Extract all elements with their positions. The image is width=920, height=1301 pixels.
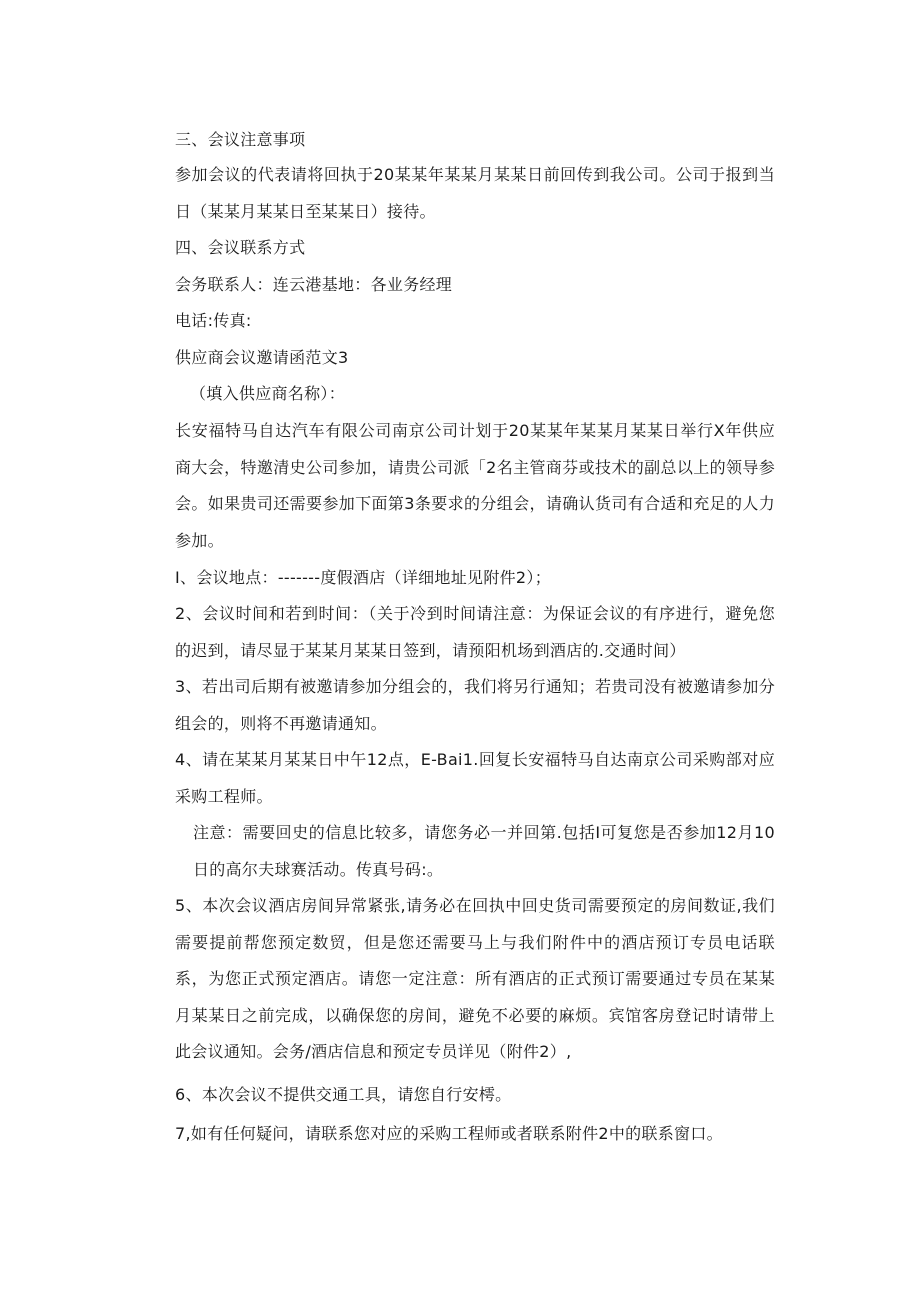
list-item-2: 2、会议时间和若到时间：（关于冷到时间请注意：为保证会议的有序进行，避免您的迟到，请尽显于某某月某某日签到，请预阳机场到酒店的.交通时间）: [175, 604, 775, 660]
list-item-3: 3、若出司后期有被邀请参加分组会的，我们将另行通知；若贵司没有被邀请参加分组会的，则将不再邀请通知。: [175, 677, 775, 733]
list-item-5: 5、本次会议酒店房间异常紧张,请务必在回执中回史货司需要预定的房间数证,我们需要提前帮您预定数贸，但是您还需要马上与我们附件中的酒店预订专员电话联系，为您正式预定酒店。请您一定注意：所有酒店的正式预订需要通过专员在某某月某某日之前完成，以确保您的房间，避免不必要的麻烦。宾馆客房登记时请带上此会议通知。会务/酒店信息和预定专员详见（附件2）,: [175, 896, 775, 1061]
paragraph-invitation: 长安福特马自达汽车有限公司南京公司计划于20某某年某某月某某日举行X年供应商大会，特邀清史公司参加，请贵公司派「2名主管商芬或技术的副总以上的领导参会。如果贵司还需要参加下面第3条要求的分组会，请确认货司有合适和充足的人力参加。: [175, 421, 775, 550]
list-item-4: 4、请在某某月某某日中午12点，E-Bai1.回复长安福特马自达南京公司采购部对应采购工程师。: [175, 750, 775, 806]
paragraph-receipt: 参加会议的代表请将回执于20某某年某某月某某日前回传到我公司。公司于报到当日（某某月某某日至某某日）接待。: [175, 165, 775, 221]
paragraph-salutation: （填入供应商名称）：: [190, 384, 346, 403]
list-item-6: 6、本次会议不提供交通工具，请您自行安樗。: [175, 1085, 512, 1104]
list-item-1: I、会议地点：-------度假酒店（详细地址见附件2）；: [175, 568, 552, 587]
section-heading-contact: 四、会议联系方式: [175, 238, 306, 257]
section-heading-notes: 三、会议注意事项: [175, 130, 306, 149]
list-item-7: 7,如有任何疑问，请联系您对应的采购工程师或者联系附件2中的联系窗口。: [175, 1124, 723, 1143]
paragraph-note: 注意：需要回史的信息比较多，请您务必一并回第.包括I可复您是否参加12月10日的高尔夫球赛活动。传真号码:。: [193, 823, 775, 879]
paragraph-phone-fax: 电话:传真:: [175, 311, 252, 330]
paragraph-contact-person: 会务联系人：连云港基地：各业务经理: [175, 275, 453, 294]
document-subtitle: 供应商会议邀请函范文3: [175, 348, 349, 367]
